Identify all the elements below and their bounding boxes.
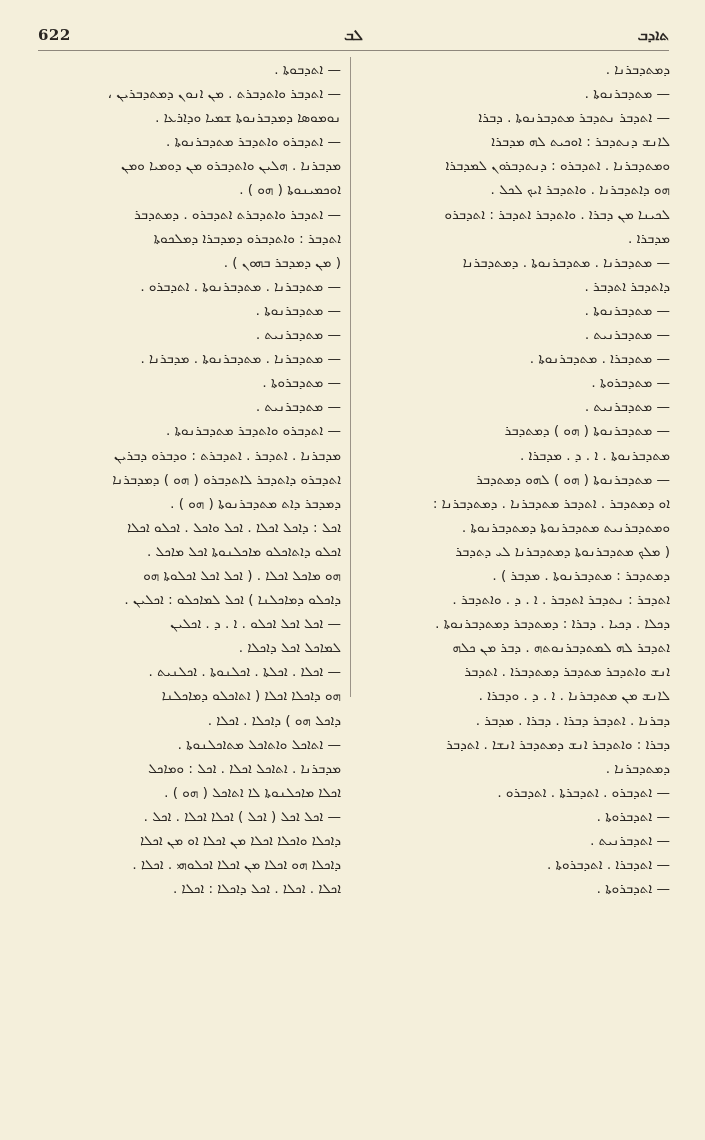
text-line: ܕܐܟܠܘ ܕܡܐܟܠܢܐ ) ܐܟܠ ܠܡܐܟܠܘ : ܐܟܠܝܢ . [124,592,341,609]
text-line: ܕܟܠܐ . ܕܟܝܐ . ܕܒܪܐ : ܕܡܬܕܒܪ ܕܡܬܕܒܪܢܘܬܐ . [435,616,670,633]
text-line: ܗܘ ܡܐܟܠ ܐܟܠܐ . ( ܐܟܠ ܐܟܠ ܐܟܠܘܬܐ ܗܘ [143,567,341,584]
text-line: ܐܘܟܡܝܢܘܬܐ ( ܗܘ ) . [239,182,341,199]
text-line: — ܡܬܕܒܪܢܐ . ܡܬܕܒܪܢܘܬܐ . ܐܬܕܒܪܘ . [140,278,341,295]
text-line: ܠܟܝܢܐ ܡܢ ܕܒܪܐ . ܘܐܬܕܒܪ ܐܬܕܒܪ : ܐܬܕܒܪܘ [444,206,670,223]
text-line: ܠܐܢܫ ܡܢ ܡܬܕܒܪܢܐ . ܐ . ܕ . ܘܕܒܪܐ . [478,688,670,705]
page-header [38,26,669,46]
text-line: ܕܐܟܠܐ ܘܐܟܠܐ ܐܟܠܐ ܡܢ ܐܟܠܐ ܐܘ ܡܢ ܐܟܠܐ [140,833,341,849]
text-line: — ܡܬܕܒܪܢܝܬ . [584,399,670,416]
text-line: ܠܡܐܟܠ ܐܟܠ ܕܐܟܠܐ . [238,640,341,657]
text-line: ܗܘ ܕܐܬܕܒܪܢܐ . ܘܐܬܕܒܪ ܐܝܟ ܠܟܠ . [490,182,670,199]
text-line: ܕܒܪܢܐ . ܐܬܕܒܪ ܕܒܪܐ . ܕܒܪܐ . ܡܕܒܪ . [475,712,670,729]
text-line: — ܡܬܕܒܪܢܝܬ . [584,327,670,344]
section-letter: ܠܒ [344,26,363,44]
text-line: — ܡܬܕܒܪܘܬܐ . [591,375,670,392]
text-line: ܗܘ ܕܐܟܠܐ ܐܟܠܐ ( ܐܬܐܟܠܘ ܕܡܐܟܠܢܐ [161,688,341,705]
text-line: — ܡܬܕܒܪܢܘܬܐ . [584,302,670,319]
text-line: — ܡܬܕܒܪܢܝܬ . [255,399,341,416]
text-line: — ܐܬܕܒܘܬܐ . [274,62,341,78]
text-line: — ܐܬܕܒܪܐ . ܐܬܕܒܪܘܬܐ . [546,857,670,874]
text-line: — ܡܬܕܒܪܐ . ܡܬܕܒܪܢܘܬܐ . [529,351,670,368]
text-line: — ܡܬܕܒܪܢܘܬܐ . [255,302,341,319]
text-line: — ܐܬܕܒܪ ܘܐܬܕܒܪܬ ܐܬܕܒܪܘ . ܕܡܬܕܒܪ [134,206,341,223]
right-column [360,58,670,901]
text-line: — ܡܬܕܒܪܘܬܐ . [262,375,341,392]
text-line: ܕܐܟܠܐ ܗܘ ܐܟܠܐ ܡܢ ܐܟܠܐ ܐܟܠܘܗܝ . ܐܟܠܐ . [132,857,341,874]
text-line: ܐܬܕܒܪ : ܢܬܕܒܪ ܐܬܕܒܪ . ܐ . ܕ . ܘܐܬܕܒܪ . [452,592,670,609]
text-line: ܕܡܕܒܪ ܕܐܬ ܡܬܕܒܪܢܘܬܐ ( ܗܘ ) . [170,495,341,512]
text-line: — ܡܬܕܒܪܢܐ . ܡܬܕܒܪܢܘܬܐ . ܡܕܒܪܢܐ . [140,351,341,368]
text-line: ܐܬܕܒܪ : ܘܐܬܕܒܪܘ ܕܡܕܒܪܐ ܕܡܠܟܘܬܐ [153,230,341,247]
text-line: — ܡܬܕܒܪܢܝܬ . [255,327,341,344]
text-line: — ܐܟܠ ܐܟܠ ܐܟܠܘ . ܐ . ܕ . ܐܟܠܝܢ [170,616,341,633]
text-line: ܡܕܒܪܐ . [628,230,670,247]
text-line: — ܡܬܕܒܪܢܘܬܐ ( ܗܘ ) ܠܗܘ ܕܡܬܕܒܪ [476,471,670,488]
text-line: ܠܐܢܫ ܕܢܬܕܒܪ : ܐܘܟܝܬ ܠܗ ܡܕܒܪܐ [491,134,670,151]
text-line: ܕܡܬܕܒܪܢܐ . [605,62,670,78]
text-line: ܡܬܕܒܪܢܘܬܐ . ܐ . ܕ . ܡܕܒܪܐ . [519,447,670,464]
text-line: ܡܕܒܪܢܐ . ܐܬܐܟܠ ܐܟܠܐ . ܐܟܠ : ܘܡܐܟܠ [148,760,341,777]
text-line: — ܐܬܕܒܪ ܘܐܬܕܒܪܬ . ܡܢ ܐܢܘܢ ܕܡܬܕܒܪܝܢ ، [107,86,341,103]
text-line: — ܐܬܕܒܪܘ ܘܐܬܕܒܪ ܡܬܕܒܪܢܘܬܐ . [165,423,341,440]
text-line: ܢܘܡܘܣܐ ܕܡܕܒܪܢܘܬܐ ܫܡܝܐ ܘܕܐܪܥܐ . [155,110,341,127]
column-divider [350,57,351,697]
running-head-word: ܬܐܕܒ [637,26,669,44]
text-line: — ܐܟܠܐ . ܐܟܠܬܐ . ܐܟܠܢܘܬܐ . ܐܟܠܢܝܬ . [148,664,341,681]
text-line: ܘܡܬܕܒܪܢܐ . ܐܬܕܒܪܘ : ܕܢܬܕܒܪܘܢ ܠܡܕܒܪܐ [445,158,670,175]
text-line: ܕܐܬܕܒܪ ܐܬܕܒܪ . [584,278,670,295]
text-line: — ܐܟܠ ܐܟܠ ( ܐܟܠ ) ܐܟܠܐ ܐܟܠܐ . ܐܟܠ . [143,808,341,825]
text-line: ܘܡܬܕܒܪܢܝܬ ܡܬܕܒܪܢܘܬܐ ܕܡܬܕܒܪܢܘܬܐ . [461,519,670,536]
text-line: — ܐܬܕܒܪܘܬܐ . [596,881,670,898]
text-line: ܐܬܕܒܪܘ ܕܐܬܕܒܪ ܠܐܬܕܒܪܘ ( ܗܘ ) ܕܡܕܒܪܢܐ [112,471,341,488]
text-line: — ܡܬܕܒܪܢܐ . ܡܬܕܒܪܢܘܬܐ . ܕܡܬܕܒܪܢܐ [462,254,670,271]
text-line: ܡܕܒܪܢܐ . ܐܬܕܒܪ . ܐܬܕܒܪܬ : ܘܕܒܪܘ ܕܒܪܝܢ [114,447,341,464]
text-line: — ܐܬܕܒܪܘ . ܐܬܕܒܪܬܐ . ܐܬܕܒܪܘ . [497,784,670,801]
text-line: — ܐܬܐܟܠ ܘܐܬܐܟܠ ܡܬܐܟܠܢܘܬܐ . [177,736,341,753]
text-line: ܐܢܫ ܘܐܬܕܒܪ ܡܬܕܒܪ ܕܡܬܕܒܪܐ . ܐܬܕܒܪ [464,664,670,681]
text-line: ܐܬܕܒܪ ܠܗ ܠܡܬܕܒܪܢܘܬܗ . ܕܒܪ ܡܢ ܟܠܗ [452,640,670,657]
text-line: ܐܟܠܐ ܡܐܟܠܢܘܬܐ ܠܐ ܐܬܐܟܠ ( ܗܘ ) . [164,784,341,801]
left-column [38,58,341,901]
text-line: — ܡܬܕܒܪܢܘܬܐ ( ܗܘ ) ܕܡܬܕܒܪ [504,423,670,440]
text-line: ܕܒܪܐ : ܘܐܬܕܒܪ ܐܢܫ ܕܡܬܕܒܪ ܐܢܫܐ . ܐܬܕܒܪ [446,736,670,753]
text-line: ܕܐܟܠ ܗܘ ) ܕܐܟܠܐ . ܐܟܠܐ . [207,712,341,729]
page-number: 622 [38,26,71,44]
text-line: — ܐܬܕܒܪܘ ܘܐܬܕܒܪ ܡܬܕܒܪܢܘܬܐ . [165,134,341,151]
text-line: ( ܡܠܟ ܡܬܕܒܪܢܘܬܐ ܕܡܬܕܒܪܢܐ ܠܝ ܕܬܕܒܪ [455,543,670,560]
text-line: ( ܡܢ ܕܡܕܒܪ ܒܗܘܢ ) . [223,254,341,271]
text-line: ܐܘ ܕܡܬܕܒܪ . ܐܬܕܒܪ ܡܬܕܒܪܢܐ . ܕܡܬܕܒܪܢܐ : [432,495,670,512]
header-rule [38,50,669,51]
text-line: ܐܟܠܐ . ܐܟܠܐ . ܐܟܠ ܕܐܟܠܐ : ܐܟܠܐ . [172,881,341,898]
text-line: — ܐܬܕܒܪ ܢܬܕܒܪ ܡܬܕܒܪܢܘܬܐ . ܕܒܪܐ [478,110,670,127]
text-line: — ܐܬܕܒܪܘܬܐ . [596,808,670,825]
text-line: ܐܟܠ : ܕܐܟܠ ܐܟܠܐ . ܐܟܠ ܘܐܟܠ . ܐܟܠܘ ܐܟܠܐ [127,519,341,536]
text-line: — ܡܬܕܒܪܢܘܬܐ . [584,86,670,103]
text-line: ܡܕܒܪܢܐ . ܗܠܝܢ ܘܐܬܕܒܪܘ ܡܢ ܕܘܡܝܐ ܘܡܢ [121,158,341,175]
text-line: — ܐܬܕܒܪܢܝܬ . [590,833,670,849]
text-line: ܐܟܠܘ ܕܐܬܐܟܠܘ ܡܐܟܠܢܘܬܐ ܐܟܠ ܡܐܟܠ . [146,543,341,560]
text-line: ܕܡܬܕܒܪܢܐ . [605,760,670,777]
text-line: ܕܡܬܕܒܪ : ܡܬܕܒܪܢܘܬܐ . ܡܕܒܪ ) . [492,567,670,584]
